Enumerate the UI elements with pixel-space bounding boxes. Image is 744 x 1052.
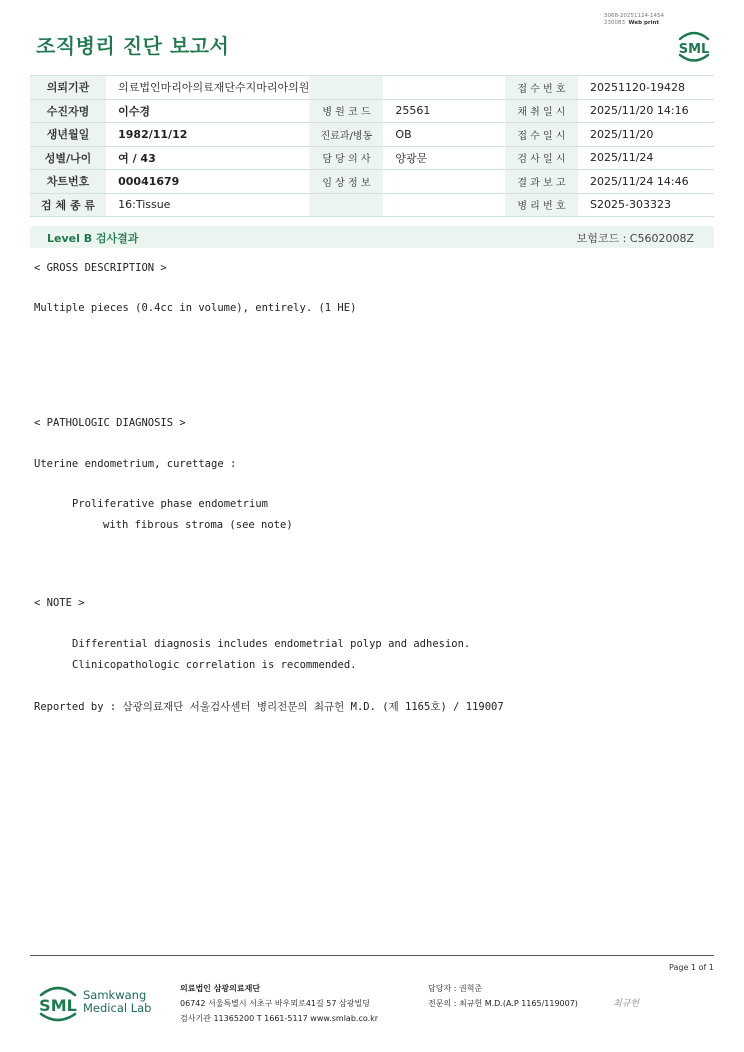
note-line2: Clinicopathologic correlation is recommended. (72, 659, 357, 671)
info-label: 병 리 번 호 (505, 193, 578, 217)
info-value: 00041679 (106, 170, 309, 194)
document-code-line2: 230083 Web print (604, 20, 660, 26)
info-value: 여 / 43 (106, 146, 309, 170)
footer-logo (36, 980, 156, 1026)
document-code (604, 13, 664, 27)
info-label (309, 76, 383, 100)
sml-logo-icon (674, 28, 714, 64)
info-row (30, 193, 714, 217)
diagnosis-line2: with fibrous stroma (see note) (103, 519, 293, 531)
info-label: 성별/나이 (30, 146, 106, 170)
info-label: 접 수 일 시 (505, 123, 578, 147)
info-value: 의료법인마리아의료재단수지마리아의원 (106, 76, 309, 100)
sml-logo-text: SML (678, 42, 710, 57)
patient-info-table (30, 75, 714, 217)
note-heading: < NOTE > (34, 597, 85, 609)
insurance-code: 보험코드 : C5602008Z (576, 232, 694, 245)
info-value: 2025/11/24 14:46 (578, 170, 714, 194)
info-label: 담 당 의 사 (309, 146, 383, 170)
footer-contact: 검사기관 11365200 T 1661-5117 www.smlab.co.kr (180, 1014, 379, 1023)
info-row (30, 146, 714, 170)
info-label: 차트번호 (30, 170, 106, 194)
page-title: 조직병리 진단 보고서 (36, 34, 230, 58)
info-value: 양광문 (383, 146, 504, 170)
level-label: Level B 검사결과 (47, 232, 139, 245)
info-value: 25561 (383, 99, 504, 123)
info-label (309, 193, 383, 217)
info-value: 2025/11/20 14:16 (578, 99, 714, 123)
info-value: 2025/11/20 (578, 123, 714, 147)
footer-org: 의료법인 삼광의료재단 (180, 984, 261, 993)
footer-org-info (180, 981, 378, 1026)
info-value: S2025-303323 (578, 193, 714, 217)
info-row (30, 99, 714, 123)
footer-staff-info (428, 981, 578, 1011)
info-value (383, 170, 504, 194)
info-row (30, 123, 714, 147)
footer-logo-name1: Samkwang (83, 988, 147, 1002)
diagnosis-site: Uterine endometrium, curettage : (34, 458, 237, 470)
info-value: 1982/11/12 (106, 123, 309, 147)
reported-by: Reported by : 삼광의료재단 서울검사센터 병리전문의 최규헌 M.D. (제 1165호) / 119007 (34, 701, 504, 713)
info-label: 수진자명 (30, 99, 106, 123)
info-value: 2025/11/24 (578, 146, 714, 170)
footer-address: 06742 서울특별시 서초구 바우뫼로41길 57 삼광빌딩 (180, 999, 370, 1008)
page-number: Page 1 of 1 (669, 963, 714, 972)
info-value: OB (383, 123, 504, 147)
gross-heading: < GROSS DESCRIPTION > (34, 262, 167, 274)
info-label: 병 원 코 드 (309, 99, 383, 123)
info-value (383, 76, 504, 100)
info-label: 검 사 일 시 (505, 146, 578, 170)
info-label: 생년월일 (30, 123, 106, 147)
footer-manager: 담당자 : 권혁준 (428, 984, 483, 993)
document-code-line1: 3068-20251124-1454 (604, 13, 664, 19)
level-bar (30, 226, 714, 248)
info-value: 16:Tissue (106, 193, 309, 217)
note-line1: Differential diagnosis includes endometrial polyp and adhesion. (72, 638, 471, 650)
info-label: 임 상 정 보 (309, 170, 383, 194)
info-value: 20251120-19428 (578, 76, 714, 100)
info-label: 진료과/병동 (309, 123, 383, 147)
info-label: 접 수 번 호 (505, 76, 578, 100)
info-value (383, 193, 504, 217)
footer-logo-name (83, 989, 151, 1015)
footer-divider (30, 955, 714, 956)
info-label: 검 체 종 류 (30, 193, 106, 217)
footer-specialist: 전문의 : 최규헌 M.D.(A.P 1165/119007) (428, 999, 578, 1008)
sml-footer-logo-icon (36, 980, 80, 1026)
info-label: 채 취 일 시 (505, 99, 578, 123)
footer-logo-name2: Medical Lab (83, 1001, 152, 1015)
info-value: 이수경 (106, 99, 309, 123)
diagnosis-heading: < PATHOLOGIC DIAGNOSIS > (34, 417, 186, 429)
info-row (30, 76, 714, 100)
info-label: 결 과 보 고 (505, 170, 578, 194)
sml-footer-logo-text: SML (39, 996, 77, 1015)
signature: 최규헌 (613, 999, 640, 1009)
info-label: 의뢰기관 (30, 76, 106, 100)
info-row (30, 170, 714, 194)
gross-text: Multiple pieces (0.4cc in volume), entirely. (1 HE) (34, 302, 357, 314)
diagnosis-line1: Proliferative phase endometrium (72, 498, 268, 510)
